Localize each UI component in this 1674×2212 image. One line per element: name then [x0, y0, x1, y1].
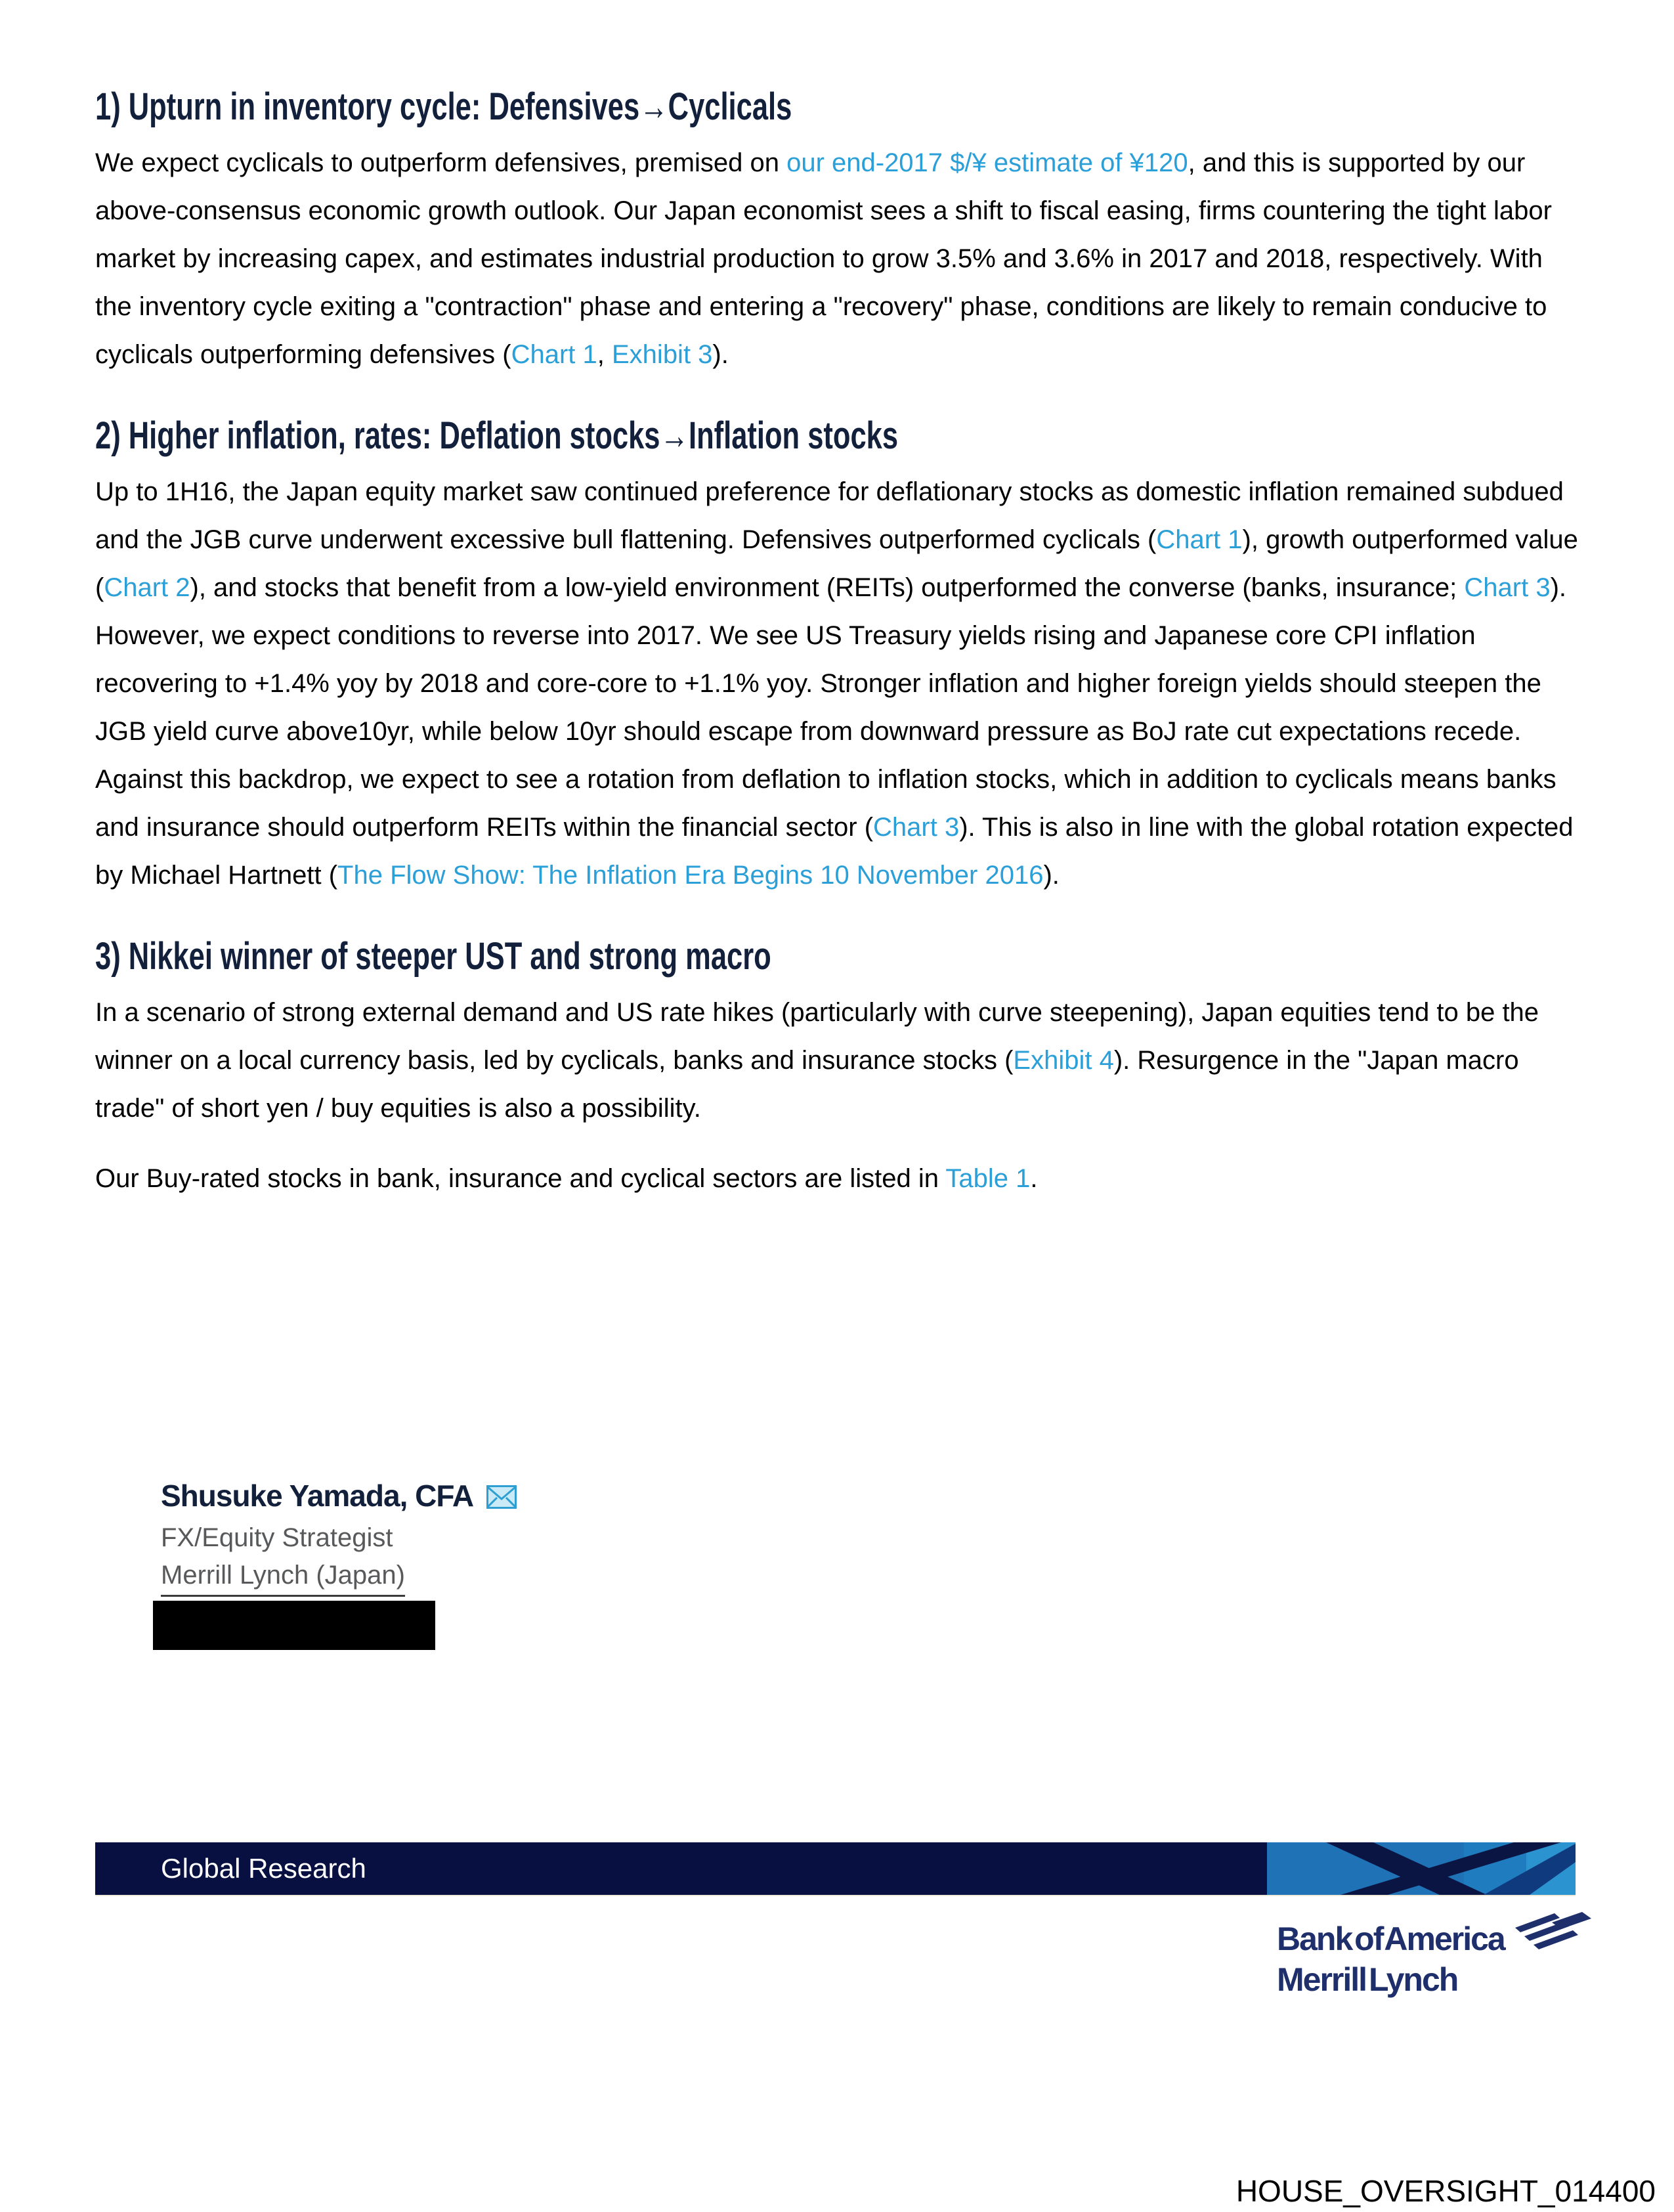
text-segment: , [597, 340, 612, 369]
bofa-ml-logo [1277, 1912, 1593, 1998]
logo-merrill-lynch-text: Merrill Lynch [1277, 1961, 1458, 1998]
inline-link[interactable]: Exhibit 3 [612, 340, 713, 369]
logo-bank-of-america-text: Bank of America [1277, 1920, 1505, 1957]
redaction-box [153, 1601, 435, 1650]
logo-line-1 [1277, 1912, 1593, 1957]
text-segment: ). [712, 340, 729, 369]
section-1-paragraph [95, 139, 1585, 379]
text-segment: ). [1043, 861, 1060, 890]
section-nikkei-winner [95, 935, 1585, 1133]
inline-link[interactable]: Chart 3 [873, 813, 960, 842]
banner-label: Global Research [161, 1853, 366, 1884]
global-research-banner [95, 1842, 1576, 1896]
text-segment: ), growth outperformed value ( [95, 525, 1578, 602]
flag-motif-graphic [1267, 1842, 1576, 1895]
text-segment: ), and stocks that benefit from a low-yield environment (REITs) outperformed the converse (banks, insurance; [190, 573, 1465, 602]
author-company-link[interactable]: Merrill Lynch (Japan) [161, 1557, 405, 1597]
text-segment: ). However, we expect conditions to reverse into 2017. We see US Treasury yields rising and Japanese core CPI inflation recovering to +1.4% yoy by 2018 and core-core to +1.1% yoy. Stronger inflation and higher foreign yields should steepen the JGB yield curve above10yr, while below 10yr should escape from downward pressure as BoJ rate cut expectations recede. Against this backdrop, we expect to see a rotation from deflation to inflation stocks, which in addition to cyclicals means banks and insurance should outperform REITs within the financial sector ( [95, 573, 1566, 842]
section-inflation-rates [95, 414, 1585, 900]
section-3-heading: 3) Nikkei winner of steeper UST and strong macro [95, 935, 771, 978]
text-segment: . [1030, 1164, 1038, 1193]
inline-link[interactable]: Exhibit 4 [1013, 1046, 1114, 1075]
inline-link[interactable]: Chart 1 [1156, 525, 1243, 554]
inline-link[interactable]: The Flow Show: The Inflation Era Begins 10 November 2016 [337, 861, 1044, 890]
bofa-flag-icon [1514, 1912, 1593, 1957]
author-title: FX/Equity Strategist [161, 1523, 393, 1552]
inline-link[interactable]: Chart 1 [511, 340, 597, 369]
inline-link[interactable]: our end-2017 $/¥ estimate of ¥120 [786, 148, 1188, 177]
envelope-icon[interactable] [486, 1482, 517, 1519]
footer-stamp: HOUSE_OVERSIGHT_014400 [1235, 2174, 1656, 2208]
section-inventory-cycle [95, 85, 1585, 379]
inline-link[interactable]: Table 1 [945, 1164, 1031, 1193]
text-segment: Our Buy-rated stocks in bank, insurance and cyclical sectors are listed in [95, 1164, 946, 1193]
text-segment: Up to 1H16, the Japan equity market saw continued preference for deflationary stocks as domestic inflation remained subdued and the JGB curve underwent excessive bull flattening. Defensives outperformed cyclicals ( [95, 477, 1564, 554]
closing-paragraph [95, 1155, 1585, 1203]
author-name: Shusuke Yamada, CFA [161, 1479, 474, 1513]
text-segment: ). Resurgence in the "Japan macro trade" of short yen / buy equities is also a possibility. [95, 1046, 1519, 1123]
section-3-paragraph [95, 989, 1585, 1133]
section-2-paragraph [95, 468, 1585, 900]
text-segment: ). This is also in line with the global rotation expected by Michael Hartnett ( [95, 813, 1574, 890]
inline-link[interactable]: Chart 2 [104, 573, 190, 602]
inline-link[interactable]: Chart 3 [1464, 573, 1551, 602]
text-segment: , and this is supported by our above-consensus economic growth outlook. Our Japan economist sees a shift to fiscal easing, firms countering the tight labor market by increasing capex, and estimates industrial production to grow 3.5% and 3.6% in 2017 and 2018, respectively. With the inventory cycle exiting a "contraction" phase and entering a "recovery" phase, conditions are likely to remain conducive to cyclicals outperforming defensives ( [95, 148, 1552, 369]
report-body [95, 85, 1585, 1203]
section-1-heading: 1) Upturn in inventory cycle: Defensives→Cyclicals [95, 85, 792, 128]
author-name-row [161, 1477, 517, 1519]
text-segment: We expect cyclicals to outperform defensives, premised on [95, 148, 787, 177]
author-block [161, 1477, 517, 1650]
text-segment: In a scenario of strong external demand and US rate hikes (particularly with curve steepening), Japan equities tend to be the winner on a local currency basis, led by cyclicals, banks and insurance stocks ( [95, 998, 1539, 1075]
section-2-heading: 2) Higher inflation, rates: Deflation stocks→Inflation stocks [95, 414, 899, 457]
